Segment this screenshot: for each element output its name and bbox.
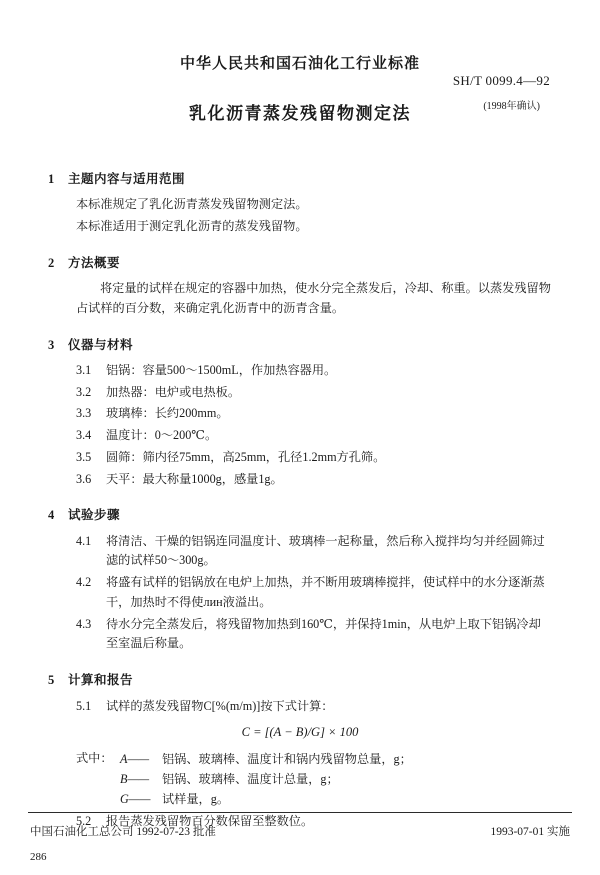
item-text: 加热器：电炉或电热板。 (106, 384, 241, 399)
where-text: 试样量，g。 (162, 791, 230, 806)
item-text: 报告蒸发残留物百分数保留至整数位。 (106, 813, 314, 828)
list-item (76, 361, 552, 381)
where-label-text: 式中： (76, 750, 113, 765)
where-line (76, 750, 552, 770)
section-number-1: 1 (48, 172, 55, 186)
item-text: 天平：最大称量1000g，感量1g。 (106, 471, 283, 486)
standard-code: SH/T 0099.4—92 (452, 73, 550, 88)
page-number: 286 (30, 851, 47, 863)
where-symbol: A—— (120, 752, 150, 767)
section-title-1: 主题内容与适用范围 (68, 172, 186, 186)
item-label: 3.2 (76, 384, 92, 399)
section-title-4: 试验步骤 (68, 508, 121, 523)
item-label: 3.3 (76, 406, 92, 421)
footer (30, 823, 570, 839)
header-code-row (48, 73, 552, 125)
where-line (76, 790, 552, 810)
list-item (76, 573, 552, 613)
section-heading-5 (48, 670, 552, 690)
item-text: 将盛有试样的铝锅放在电炉上加热，并不断用玻璃棒搅拌，使试样中的水分逐渐蒸干，加热时不得使лин液溢出。 (106, 575, 545, 609)
section-number-5: 5 (48, 673, 55, 688)
item-text: 试样的蒸发残留物C[%(m/m)]按下式计算： (106, 698, 334, 713)
list-item (76, 532, 552, 572)
section-number-4: 4 (48, 508, 55, 523)
item-text: 圆筛：筛内径75mm，高25mm，孔径1.2mm方孔筛。 (106, 449, 386, 464)
section-number-2: 2 (48, 255, 55, 270)
section-number-3: 3 (48, 337, 55, 352)
section-heading-1 (48, 169, 552, 189)
formula: C = [(A − B)/G] × 100 (241, 725, 359, 740)
item-label: 3.6 (76, 471, 92, 486)
section-heading-3 (48, 335, 552, 355)
item-label: 4.2 (76, 575, 92, 590)
list-item (76, 470, 552, 490)
list-item (76, 383, 552, 403)
list-item (76, 448, 552, 468)
item-label: 5.1 (76, 698, 92, 713)
item-text: 玻璃棒：长约200mm。 (106, 406, 229, 421)
where-line (76, 770, 552, 790)
item-text: 温度计：0～200℃。 (106, 428, 218, 443)
where-text: 铝锅、玻璃棒、温度计和锅内残留物总量，g； (162, 752, 412, 767)
item-label: 3.1 (76, 362, 92, 377)
item-label: 4.3 (76, 616, 92, 631)
list-item (76, 426, 552, 446)
item-text: 待水分完全蒸发后，将残留物加热到160℃，并保持1min，从电炉上取下铝锅冷却至室温后称量。 (106, 616, 541, 651)
list-item (76, 615, 552, 655)
item-label: 4.1 (76, 533, 92, 548)
section-heading-2 (48, 253, 552, 273)
list-item (76, 697, 552, 717)
section-heading-4 (48, 505, 552, 525)
footer-divider (28, 812, 572, 813)
footer-approval: 中国石油化工总公司 1992-07-23 批准 (30, 826, 216, 838)
where-symbol: B—— (120, 772, 150, 787)
document-body (48, 169, 552, 831)
item-label: 3.4 (76, 428, 92, 443)
list-item (76, 404, 552, 424)
item-label: 3.5 (76, 449, 92, 464)
item-label: 5.2 (76, 813, 92, 828)
paragraph: 将定量的试样在规定的容器中加热，使水分完全蒸发后，冷却、称重。以蒸发残留物占试样的百分数，来确定乳化沥青中的沥青含量。 (76, 281, 551, 315)
page-title: 乳化沥青蒸发残留物测定法 (189, 104, 411, 123)
item-text: 将清洁、干燥的铝锅连同温度计、玻璃棒一起称量，然后称入搅拌均匀并经圆筛过滤的试样50～300g。 (106, 533, 545, 568)
confirmation-note: (1998年确认) (483, 101, 540, 112)
section-title-2: 方法概要 (68, 255, 121, 270)
section-title-5: 计算和报告 (68, 673, 134, 688)
where-symbol: G—— (120, 791, 151, 806)
item-text: 铝锅：容量500～1500mL，作加热容器用。 (106, 362, 337, 377)
section-title-3: 仪器与材料 (68, 337, 134, 352)
where-text: 铝锅、玻璃棒、温度计总量，g； (162, 772, 339, 787)
standard-organization-line: 中华人民共和国石油化工行业标准 (179, 56, 420, 72)
paragraph: 本标准适用于测定乳化沥青的蒸发残留物。 (76, 219, 308, 234)
paragraph: 本标准规定了乳化沥青蒸发残留物测定法。 (76, 197, 308, 212)
footer-effective-date: 1993-07-01 实施 (490, 826, 570, 838)
